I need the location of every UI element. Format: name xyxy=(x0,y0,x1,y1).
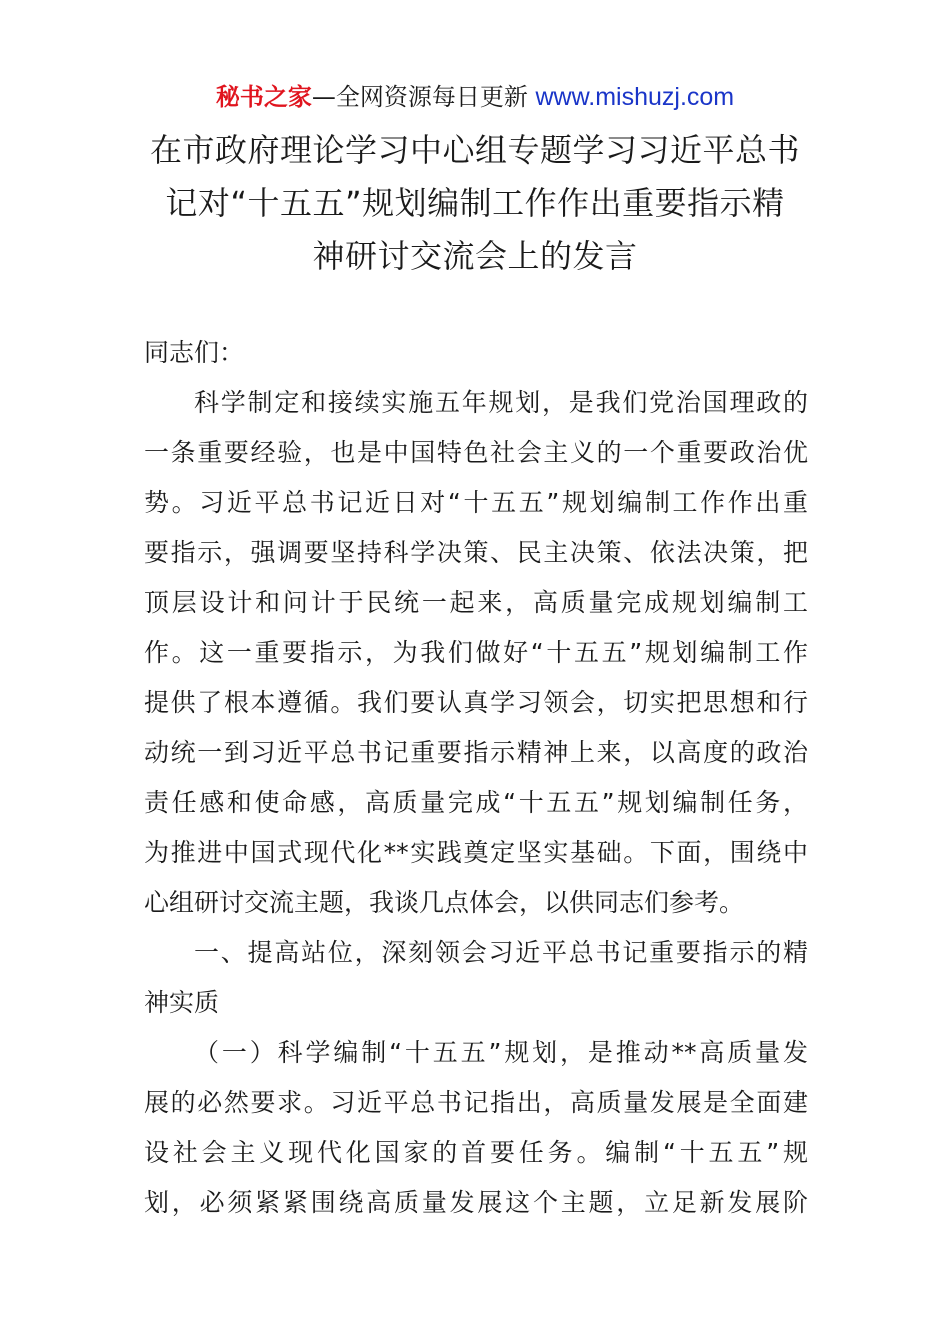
site-url-link[interactable]: www.mishuzj.com xyxy=(535,83,735,111)
paragraph-line: （一）科学编制“十五五”规划，是推动**高质量发 xyxy=(194,1038,808,1067)
paragraph-line: 展的必然要求。习近平总书记指出，高质量发展是全面建 xyxy=(144,1088,808,1117)
paragraph-line: 势。习近平总书记近日对“十五五”规划编制工作作出重 xyxy=(144,488,808,517)
site-header xyxy=(0,80,950,114)
document-body xyxy=(144,328,808,1228)
paragraph-line: 动统一到习近平总书记重要指示精神上来，以高度的政治 xyxy=(144,738,808,767)
paragraph-line: 一条重要经验，也是中国特色社会主义的一个重要政治优 xyxy=(144,438,808,467)
section-heading-line: 神实质 xyxy=(144,988,220,1017)
paragraph-line: 顶层设计和问计于民统一起来，高质量完成规划编制工 xyxy=(144,588,808,617)
title-line: 在市政府理论学习中心组专题学习习近平总书 xyxy=(149,131,800,169)
brand-name: 秘书之家 xyxy=(215,83,312,111)
paragraph-line: 提供了根本遵循。我们要认真学习领会，切实把思想和行 xyxy=(144,688,808,717)
paragraph-line: 心组研讨交流主题，我谈几点体会，以供同志们参考。 xyxy=(144,888,745,917)
greeting: 同志们： xyxy=(144,338,245,367)
title-line: 记对“十五五”规划编制工作作出重要指示精 xyxy=(165,184,785,222)
paragraph-line: 划，必须紧紧围绕高质量发展这个主题，立足新发展阶 xyxy=(144,1188,808,1217)
paragraph-line: 作。这一重要指示，为我们做好“十五五”规划编制工作 xyxy=(144,638,808,667)
paragraph-line: 科学制定和接续实施五年规划，是我们党治国理政的 xyxy=(194,388,808,417)
paragraph-line: 责任感和使命感，高质量完成“十五五”规划编制任务， xyxy=(144,788,808,817)
document-title xyxy=(140,124,810,283)
paragraph-line: 为推进中国式现代化**实践奠定坚实基础。下面，围绕中 xyxy=(144,838,808,867)
title-line: 神研讨交流会上的发言 xyxy=(312,237,638,275)
paragraph-line: 要指示，强调要坚持科学决策、民主决策、依法决策，把 xyxy=(144,538,808,567)
section-heading-line: 一、提高站位，深刻领会习近平总书记重要指示的精 xyxy=(194,938,808,967)
header-tagline: —全网资源每日更新 xyxy=(311,83,536,111)
paragraph-line: 设社会主义现代化国家的首要任务。编制“十五五”规 xyxy=(144,1138,808,1167)
